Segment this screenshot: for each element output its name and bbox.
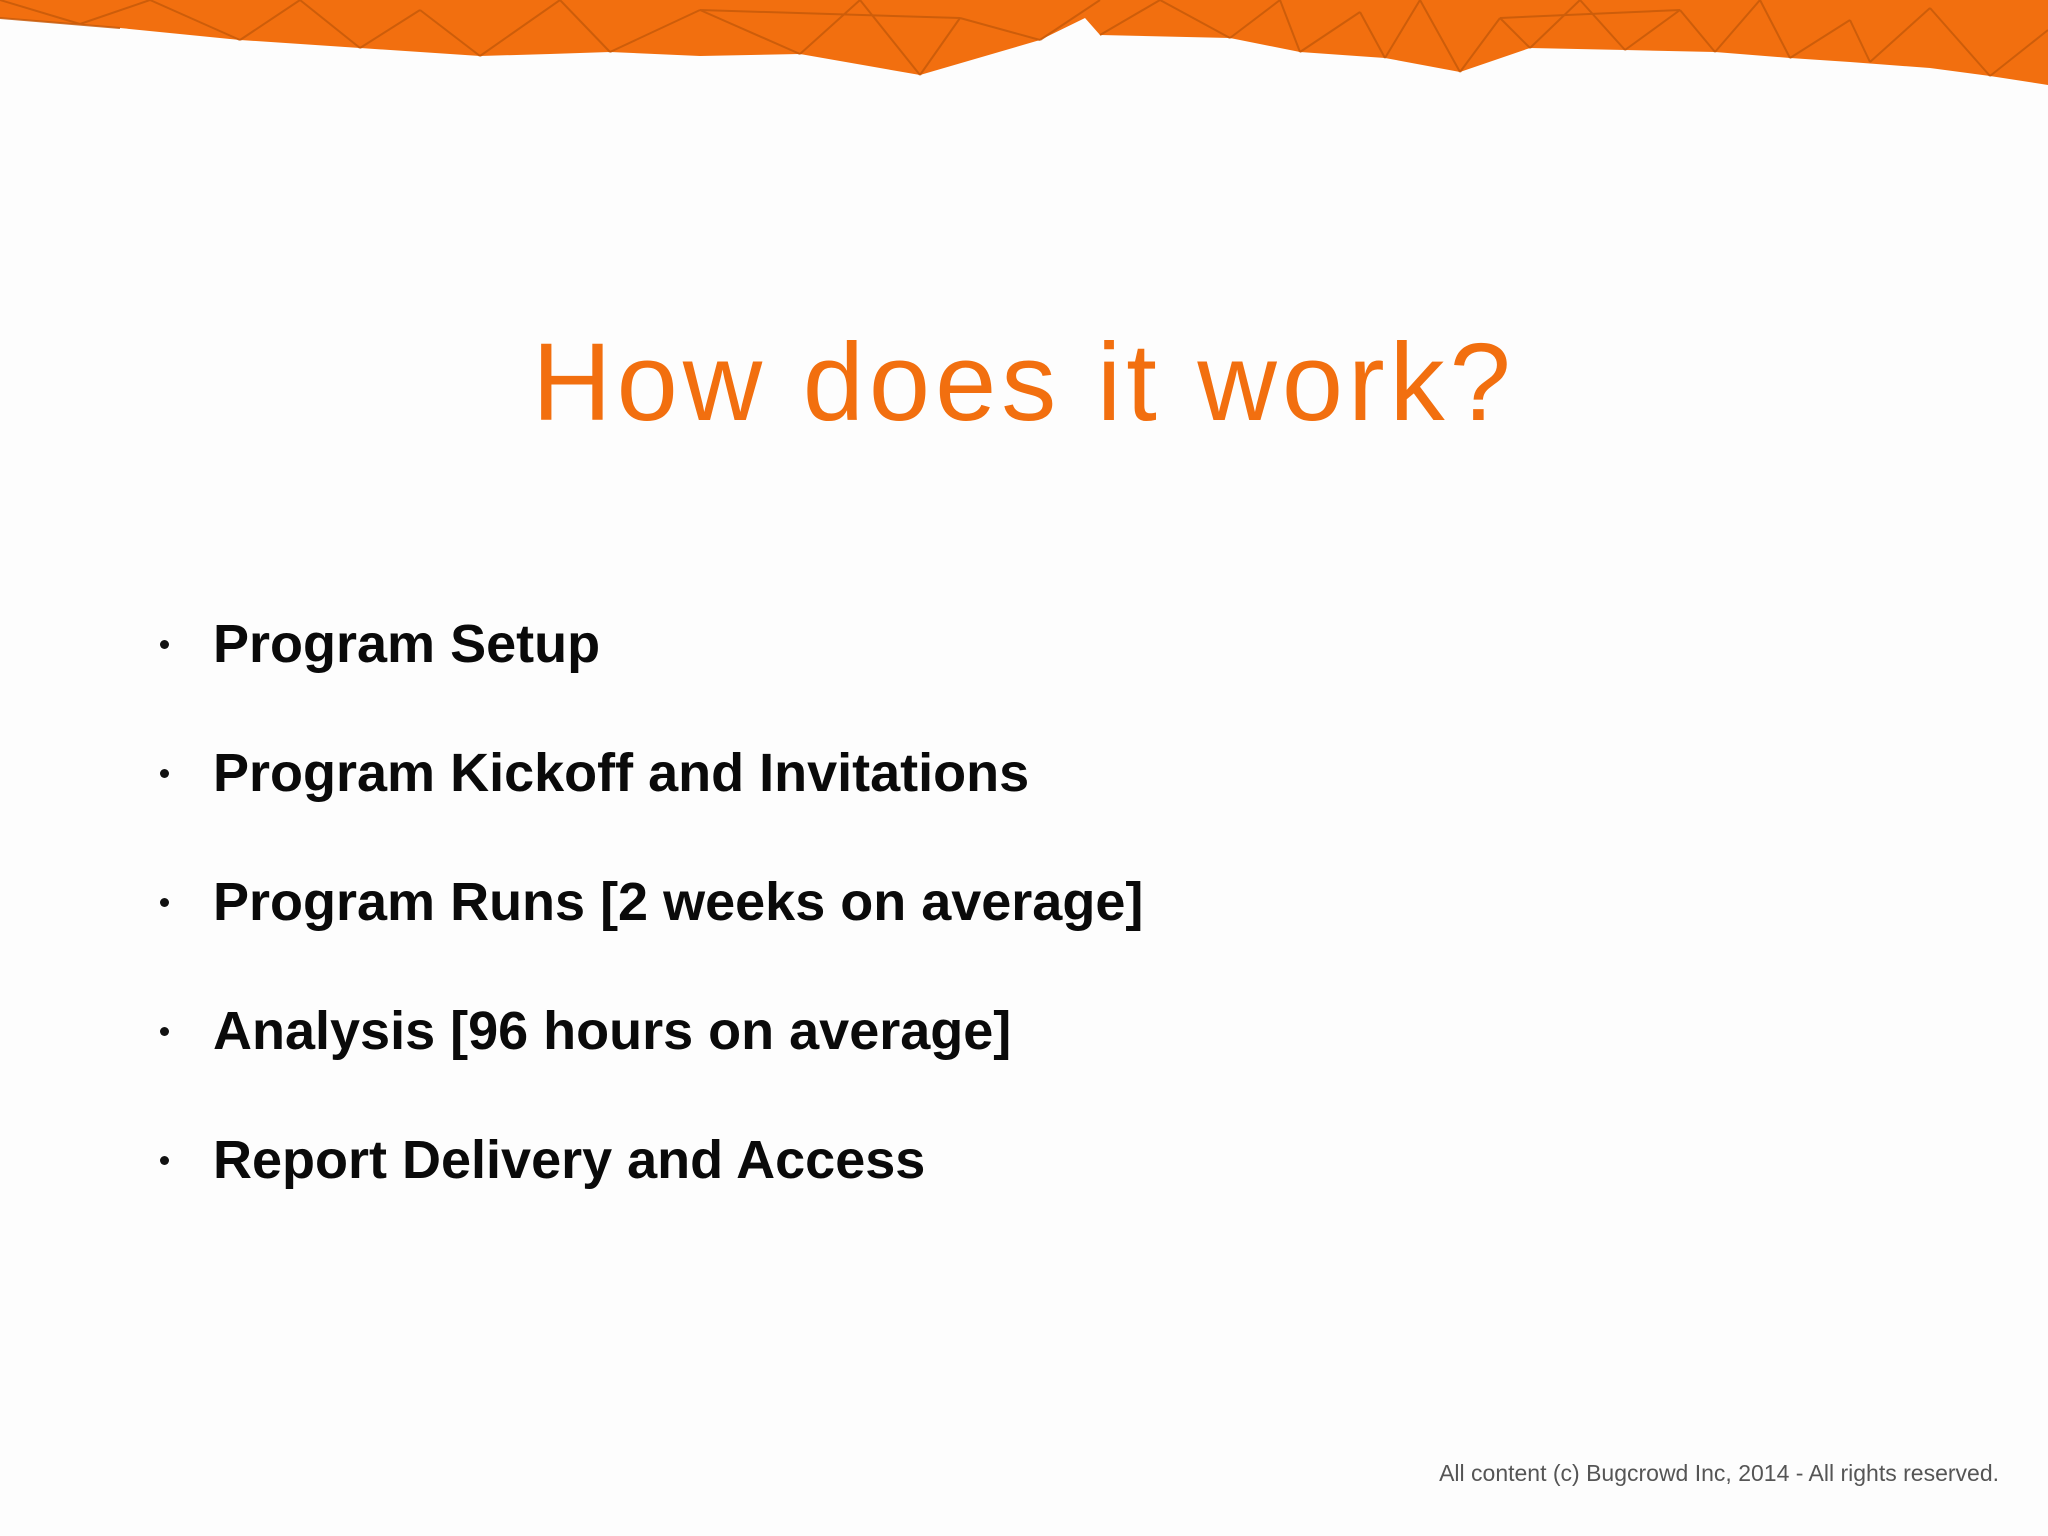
slide-title: How does it work?	[532, 321, 1516, 444]
list-item	[0, 1128, 1143, 1257]
bullet-label: Report Delivery and Access	[213, 1130, 926, 1190]
decorative-orange-banner	[0, 0, 2048, 100]
bullet-label: Program Kickoff and Invitations	[213, 743, 1030, 803]
bullet-label: Program Runs [2 weeks on average]	[213, 872, 1144, 932]
list-item	[0, 870, 1143, 999]
bullet-dot-icon	[160, 1156, 169, 1165]
bullet-label: Analysis [96 hours on average]	[213, 1001, 1012, 1061]
bullet-list	[0, 612, 1143, 1257]
bullet-dot-icon	[160, 640, 169, 649]
list-item	[0, 999, 1143, 1128]
list-item	[0, 612, 1143, 741]
bullet-dot-icon	[160, 898, 169, 907]
bullet-dot-icon	[160, 769, 169, 778]
bullet-dot-icon	[160, 1027, 169, 1036]
bullet-label: Program Setup	[213, 614, 601, 674]
list-item	[0, 741, 1143, 870]
copyright-footer: All content (c) Bugcrowd Inc, 2014 - All rights reserved.	[1439, 1460, 1999, 1486]
